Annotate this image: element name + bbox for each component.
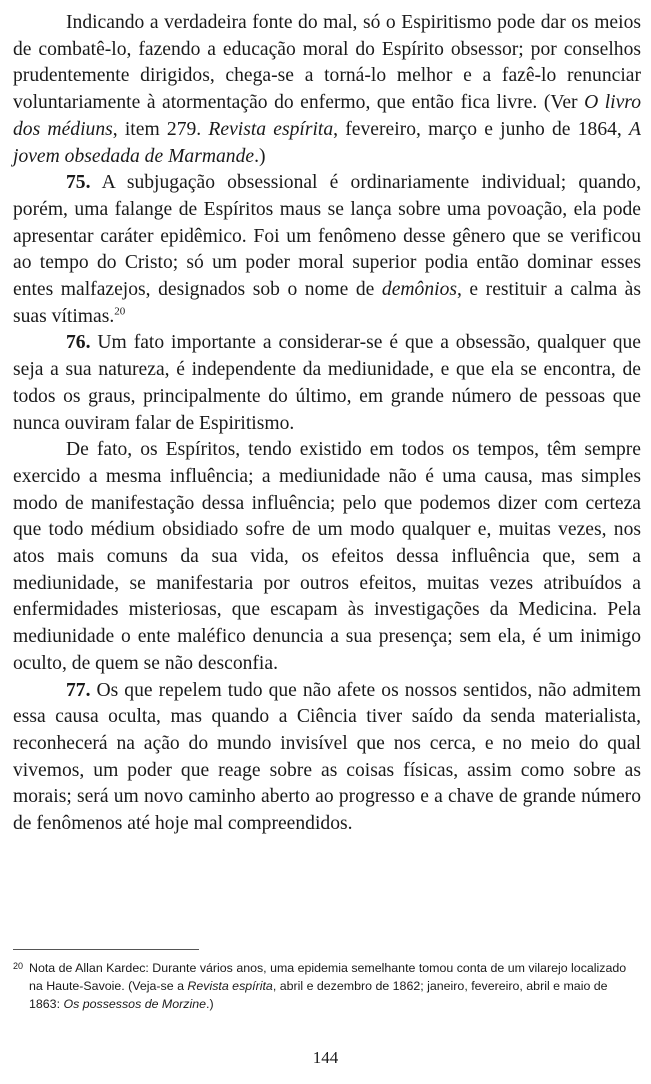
emphasis: demônios: [381, 279, 457, 301]
page-body: [13, 10, 641, 838]
footnote-divider: [13, 949, 199, 950]
paragraph-75: [13, 170, 641, 330]
text-run: .): [254, 145, 266, 167]
footnote-mark: 20: [13, 961, 24, 971]
item-number: 76.: [66, 332, 91, 354]
paragraph-76-continued: [13, 437, 641, 677]
text-run: Nota de Allan Kardec: Durante vários anos, uma epidemia semelhante tomou conta de um vilarejo localizado na Haute-Savoie. (Veja-se a: [29, 961, 627, 994]
footnote-text: [29, 959, 641, 1014]
text-run: , fevereiro, março e junho de 1864,: [333, 118, 630, 140]
item-number: 75.: [66, 172, 91, 194]
text-run: A subjugação obsessional é ordinariamente individual; quando, porém, uma falange de Espíritos maus se lança sobre uma povoação, ela pode apresentar caráter epidêmico. Foi um fenômeno desse gênero que se verificou ao tempo do Cristo; só um poder moral superior podia então dominar esses entes malfazejos, designados sob o nome de: [13, 172, 641, 301]
text-run: Os que repelem tudo que não afete os nossos sentidos, não admitem essa causa oculta, mas quando a Ciência tiver saído da senda materialista, reconhecerá na ação do mundo invisível que nos cerca, e no meio do qual vivemos, um poder que reage sobre as coisas físicas, assim como sobre as morais; será um novo caminho aberto ao progresso e a chave de grande número de fenômenos até hoje mal compreendidos.: [13, 679, 641, 835]
footnote: [13, 959, 641, 1014]
text-run: De fato, os Espíritos, tendo existido em todos os tempos, têm sempre exercido a mesma influência; a mediunidade não é uma causa, mas simples modo de manifestação dessa influência; pelo que podemos dizer com certeza que todo médium obsidiado sofre de um modo qualquer e, muitas vezes, nos atos mais comuns da sua vida, os efeitos dessa influência que, sem a mediunidade, se manifestaria por outros efeitos, muitas vezes atribuídos a enfermidades misteriosas, que escapam às investigações da Medicina. Pela mediunidade o ente maléfico denuncia a sua presença; sem ela, é um inimigo oculto, de quem se não desconfia.: [13, 439, 641, 674]
text-run: .): [206, 997, 214, 1012]
text-run: Indicando a verdadeira fonte do mal, só o Espiritismo pode dar os meios de combatê-lo, fazendo a educação moral do Espírito obsessor; por conselhos prudentemente dirigidos, chega-se a torná-lo melhor e a fazê-lo renunciar voluntariamente à atormentação do enfermo, que então fica livre. (Ver: [13, 12, 641, 114]
article-title: Os possessos de Morzine: [63, 997, 207, 1012]
paragraph-77: [13, 678, 641, 838]
paragraph-intro: [13, 10, 641, 170]
item-number: 77.: [66, 679, 91, 701]
main-text: [13, 10, 641, 838]
text-run: , item 279.: [112, 118, 209, 140]
text-run: , abril e dezembro de 1862; janeiro, fevereiro, abril e maio de 1863:: [29, 979, 608, 1012]
journal-title: Revista espírita: [208, 118, 334, 140]
book-title: O livro dos médiuns: [13, 92, 642, 140]
article-title: A jovem obsedada de Marmande: [13, 118, 641, 167]
footnote-reference[interactable]: 20: [114, 305, 126, 318]
text-run: Um fato importante a considerar-se é que a obsessão, qualquer que seja a sua natureza, é independente da mediunidade, e que ela se encontra, de todos os graus, principalmente do último, em grande número de pessoas que nunca ouviram falar de Espiritismo.: [13, 332, 641, 434]
paragraph-76: [13, 330, 641, 437]
journal-title: Revista espírita: [187, 979, 273, 994]
page-number: 144: [312, 1048, 339, 1067]
text-run: , e restituir a calma às suas vítimas.: [13, 279, 642, 327]
